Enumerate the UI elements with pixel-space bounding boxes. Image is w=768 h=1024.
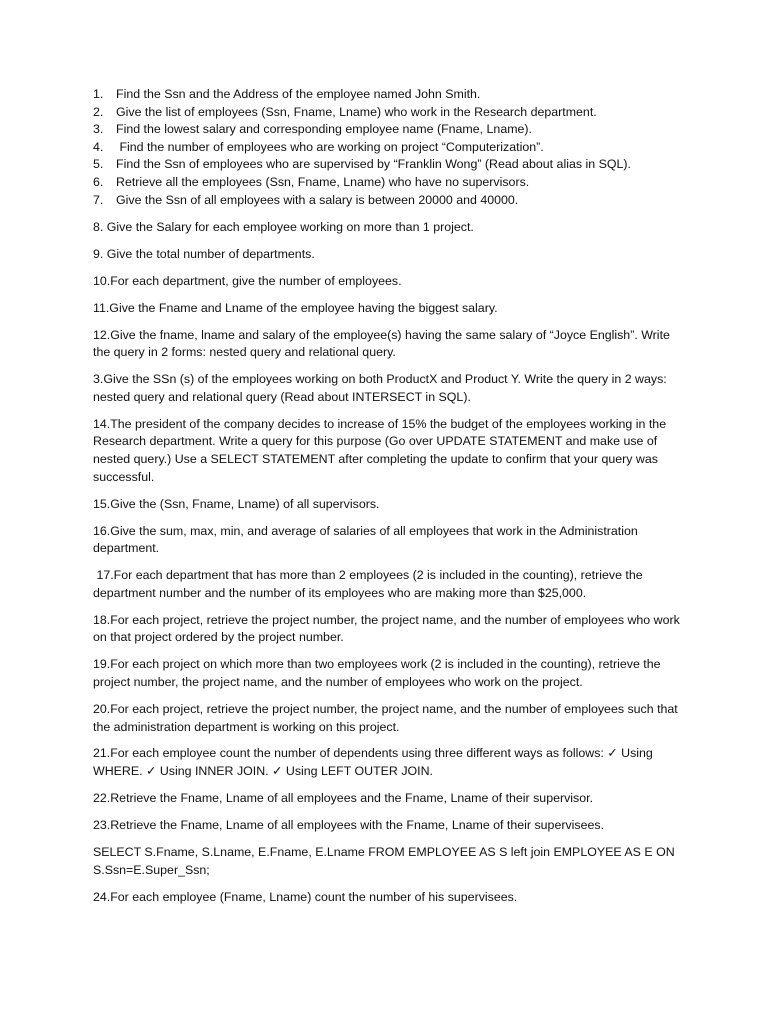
list-number: 2. <box>93 104 104 119</box>
question-19: 19.For each project on which more than two employees work (2 is included in the counting), retrieve the project number, the project name, and the number of employees who work on the project. <box>93 657 661 689</box>
list-item-text: Retrieve all the employees (Ssn, Fname, Lname) who have no supervisors. <box>116 174 530 189</box>
list-item-text: Find the lowest salary and corresponding employee name (Fname, Lname). <box>116 122 532 137</box>
list-item <box>93 139 683 157</box>
list-number: 1. <box>93 87 104 101</box>
question-24: 24.For each employee (Fname, Lname) count the number of his supervisees. <box>93 889 518 904</box>
list-item <box>93 121 683 139</box>
question-14: 14.The president of the company decides to increase of 15% the budget of the employees working in the Research department. Write a query for this purpose (Go over UPDATE STATEMENT and make use of nested query.) Use a SELECT STATEMENT after completing the update to confirm that your query was successful. <box>93 416 667 484</box>
question-10: 10.For each department, give the number of employees. <box>93 273 402 288</box>
question-9: 9. Give the total number of departments. <box>93 246 315 261</box>
list-number: 3. <box>93 122 104 137</box>
list-number: 4. <box>93 139 104 154</box>
list-item <box>93 104 683 122</box>
list-item <box>93 174 683 192</box>
list-item-text: Find the number of employees who are working on project “Computerization”. <box>116 139 544 154</box>
question-8: 8. Give the Salary for each employee working on more than 1 project. <box>93 219 474 234</box>
question-17: 17.For each department that has more than 2 employees (2 is included in the counting), retrieve the department number and the number of its employees who are making more than $25,000. <box>93 568 647 600</box>
list-number: 6. <box>93 174 104 189</box>
list-item-text: Find the Ssn of employees who are supervised by “Franklin Wong” (Read about alias in SQL). <box>116 157 631 172</box>
list-number: 5. <box>93 157 104 172</box>
sql-query: SELECT S.Fname, S.Lname, E.Fname, E.Lname FROM EMPLOYEE AS S left join EMPLOYEE AS E ON S.Ssn=E.Super_Ssn; <box>93 845 675 877</box>
numbered-question-list <box>93 86 683 209</box>
document-body <box>93 86 683 906</box>
question-13: 3.Give the SSn (s) of the employees working on both ProductX and Product Y. Write the query in 2 ways: nested query and relational query (Read about INTERSECT in SQL). <box>93 372 667 404</box>
question-23: 23.Retrieve the Fname, Lname of all employees with the Fname, Lname of their supervisees. <box>93 818 605 833</box>
question-15: 15.Give the (Ssn, Fname, Lname) of all supervisors. <box>93 496 380 511</box>
question-21: 21.For each employee count the number of dependents using three different ways as follows: ✓ Using WHERE. ✓ Using INNER JOIN. ✓ Using LEFT OUTER JOIN. <box>93 746 653 779</box>
list-item <box>93 156 683 174</box>
list-item <box>93 86 683 104</box>
question-12: 12.Give the fname, lname and salary of the employee(s) having the same salary of “Joyce English”. Write the query in 2 forms: nested query and relational query. <box>93 327 670 360</box>
list-item-text: Find the Ssn and the Address of the employee named John Smith. <box>116 87 481 101</box>
list-number: 7. <box>93 192 104 207</box>
question-18: 18.For each project, retrieve the project number, the project name, and the number of employees who work on that project ordered by the project number. <box>93 612 680 645</box>
question-20: 20.For each project, retrieve the project number, the project name, and the number of employees such that the administration department is working on this project. <box>93 701 678 734</box>
list-item-text: Give the list of employees (Ssn, Fname, Lname) who work in the Research department. <box>116 104 597 119</box>
question-22: 22.Retrieve the Fname, Lname of all employees and the Fname, Lname of their supervisor. <box>93 791 594 806</box>
list-item <box>93 192 683 210</box>
list-item-text: Give the Ssn of all employees with a salary is between 20000 and 40000. <box>116 192 519 207</box>
question-11: 11.Give the Fname and Lname of the employee having the biggest salary. <box>93 300 498 315</box>
question-16: 16.Give the sum, max, min, and average of salaries of all employees that work in the Administration department. <box>93 523 638 556</box>
